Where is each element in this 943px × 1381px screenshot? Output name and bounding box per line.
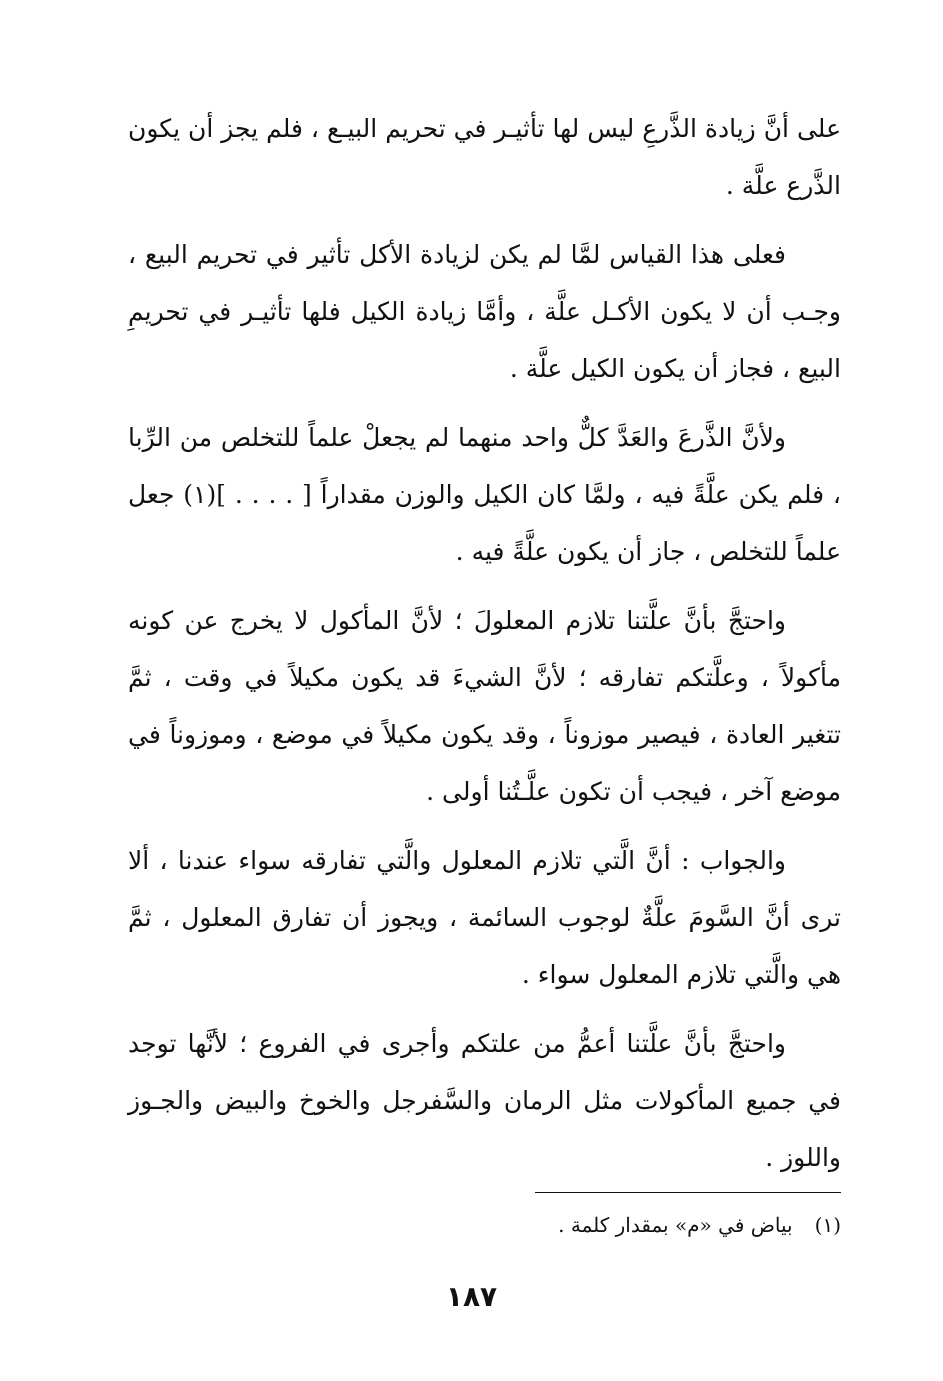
- footnote-marker: (١): [814, 1213, 841, 1237]
- paragraph-5: والجواب : أنَّ الَّتي تلازم المعلول والَّتي تفارقه سواء عندنا ، ألا ترى أنَّ السَّومَ علَّةٌ لوجوب السائمة ، ويجوز أن تفارق المعلول ، ثمَّ هي والَّتي تلازم المعلول سواء .: [128, 846, 841, 989]
- paragraph-3: ولأنَّ الذَّرعَ والعَدَّ كلٌّ واحد منهما لم يجعلْ علماً للتخلص من الرِّبا ، فلم يكن علَّةً فيه ، ولمَّا كان الكيل والوزن مقداراً [ . . . . ](١) جعل علماً للتخلص ، جاز أن يكون علَّةً فيه .: [128, 423, 841, 566]
- footnote-separator: [535, 1192, 841, 1193]
- paragraph-2: فعلى هذا القياس لمَّا لم يكن لزيادة الأكل تأثير في تحريم البيع ، وجـب أن لا يكون الأكـل علَّة ، وأمَّا زيادة الكيل فلها تأثيـر في تحريمِ البيع ، فجاز أن يكون الكيل علَّة .: [128, 240, 841, 383]
- paragraph-6: واحتجَّ بأنَّ علَّتنا أعمُّ من علتكم وأجرى في الفروع ؛ لأنَّها توجد في جميع المأكولات مثل الرمان والسَّفرجل والخوخ والبيض والجـوز واللوز .: [128, 1029, 841, 1172]
- paragraph-4: واحتجَّ بأنَّ علَّتنا تلازم المعلولَ ؛ لأنَّ المأكول لا يخرج عن كونه مأكولاً ، وعلَّتكم تفارقه ؛ لأنَّ الشيءَ قد يكون مكيلاً في وقت ، ثمَّ تتغير العادة ، فيصير موزوناً ، وقد يكون مكيلاً في موضع ، وموزوناً في موضع آخر ، فيجب أن تكون علَّـتُنا أولى .: [128, 606, 841, 806]
- paragraph-1: على أنَّ زيادة الذَّرعِ ليس لها تأثيـر في تحريم البيـع ، فلم يجز أن يكون الذَّرع علَّة .: [128, 114, 841, 200]
- page-number: ١٨٧: [445, 1280, 498, 1313]
- main-text: [128, 100, 841, 1198]
- footnote: [300, 1208, 841, 1242]
- footnote-text: بياض في «م» بمقدار كلمة .: [558, 1213, 793, 1237]
